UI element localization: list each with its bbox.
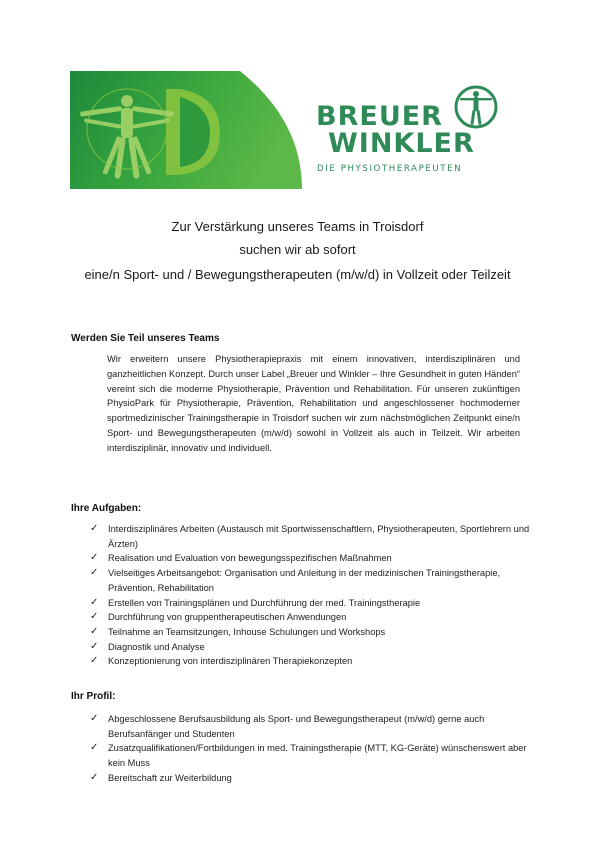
checkmark-icon: ✓ [90, 611, 99, 623]
checkmark-icon: ✓ [90, 625, 99, 637]
list-item: ✓ Interdisziplinäres Arbeiten (Austausch mit Sportwissenschaftlern, Physiotherapeuten, Sportlehrern und Ärzten) [90, 523, 530, 549]
checkmark-icon: ✓ [90, 523, 99, 534]
brand-logo [316, 84, 506, 176]
checkmark-icon: ✓ [90, 655, 99, 667]
profile-list [90, 712, 540, 786]
headline-2: suchen wir ab sofort [239, 242, 356, 257]
checkmark-icon: ✓ [90, 742, 99, 754]
checkmark-icon: ✓ [90, 567, 99, 579]
header-banner-image [70, 71, 302, 189]
profile-title: Ihr Profil: [71, 691, 116, 702]
intro-text: Wir erweitern unsere Physiotherapiepraxis mit einem innovativen, interdisziplinären und ganzheitlichen Konzept. Durch unser Label „Breuer und Winkler – Ihre Gesundheit in guten Händen“ vereint sich die moderne Physiotherapie, Prävention und Rehabilitation. Für unseren zukünftigen PhysioPark für Physiotherapie, Prävention, Rehabilitation und angeschlossener hochmoderner sportmedizinischer Trainingstherapie in Troisdorf suchen wir zum nächstmöglichen Zeitpunkt eine/n Sport- und Bewegungstherapeuten (m/w/d) sowohl in Vollzeit als auch in Teilzeit. Wir arbeiten interdisziplinär, innovativ und individuell. [107, 354, 520, 453]
list-item: ✓ Diagnostik und Analyse [90, 640, 540, 655]
brand-line2: WINKLER [328, 128, 475, 159]
vitruvian-emblem-icon [451, 84, 501, 130]
list-item: ✓ Realisation und Evaluation von bewegungsspezifischen Maßnahmen [90, 551, 540, 566]
list-item: ✓ Konzeptionierung von interdisziplinären Therapiekonzepten [90, 654, 540, 669]
checkmark-icon: ✓ [90, 713, 99, 724]
list-item: ✓ Zusatzqualifikationen/Fortbildungen in med. Trainingstherapie (MTT, KG-Geräte) wünschenswert aber kein Muss [90, 742, 527, 769]
checkmark-icon: ✓ [90, 596, 99, 608]
list-item: ✓ Erstellen von Trainingsplänen und Durchführung der med. Trainingstherapie [90, 596, 540, 611]
list-item: ✓ Vielseitiges Arbeitsangebot: Organisation und Anleitung in der medizinischen Trainingstherapie, Prävention, Rehabilitation [90, 567, 501, 593]
brand-line1: BREUER [316, 101, 443, 132]
tasks-title: Ihre Aufgaben: [71, 503, 142, 514]
checkmark-icon: ✓ [90, 771, 99, 783]
headline-3: eine/n Sport- und / Bewegungstherapeuten (m/w/d) in Vollzeit oder Teilzeit [84, 267, 511, 282]
brand-tagline: DIE PHYSIOTHERAPEUTEN [317, 164, 463, 174]
checkmark-icon: ✓ [90, 552, 99, 564]
list-item: ✓ Bereitschaft zur Weiterbildung [90, 771, 540, 786]
headline-1: Zur Verstärkung unseres Teams in Troisdorf [171, 219, 424, 234]
checkmark-icon: ✓ [90, 640, 99, 652]
list-item: ✓ Durchführung von gruppentherapeutischen Anwendungen [90, 610, 540, 625]
tasks-list [90, 522, 540, 669]
list-item: ✓ Teilnahme an Teamsitzungen, Inhouse Schulungen und Workshops [90, 625, 540, 640]
intro-title: Werden Sie Teil unseres Teams [71, 333, 220, 344]
list-item: ✓ Abgeschlossene Berufsausbildung als Sport- und Bewegungstherapeut (m/w/d) gerne auch Berufsanfänger und Studenten [90, 713, 485, 739]
